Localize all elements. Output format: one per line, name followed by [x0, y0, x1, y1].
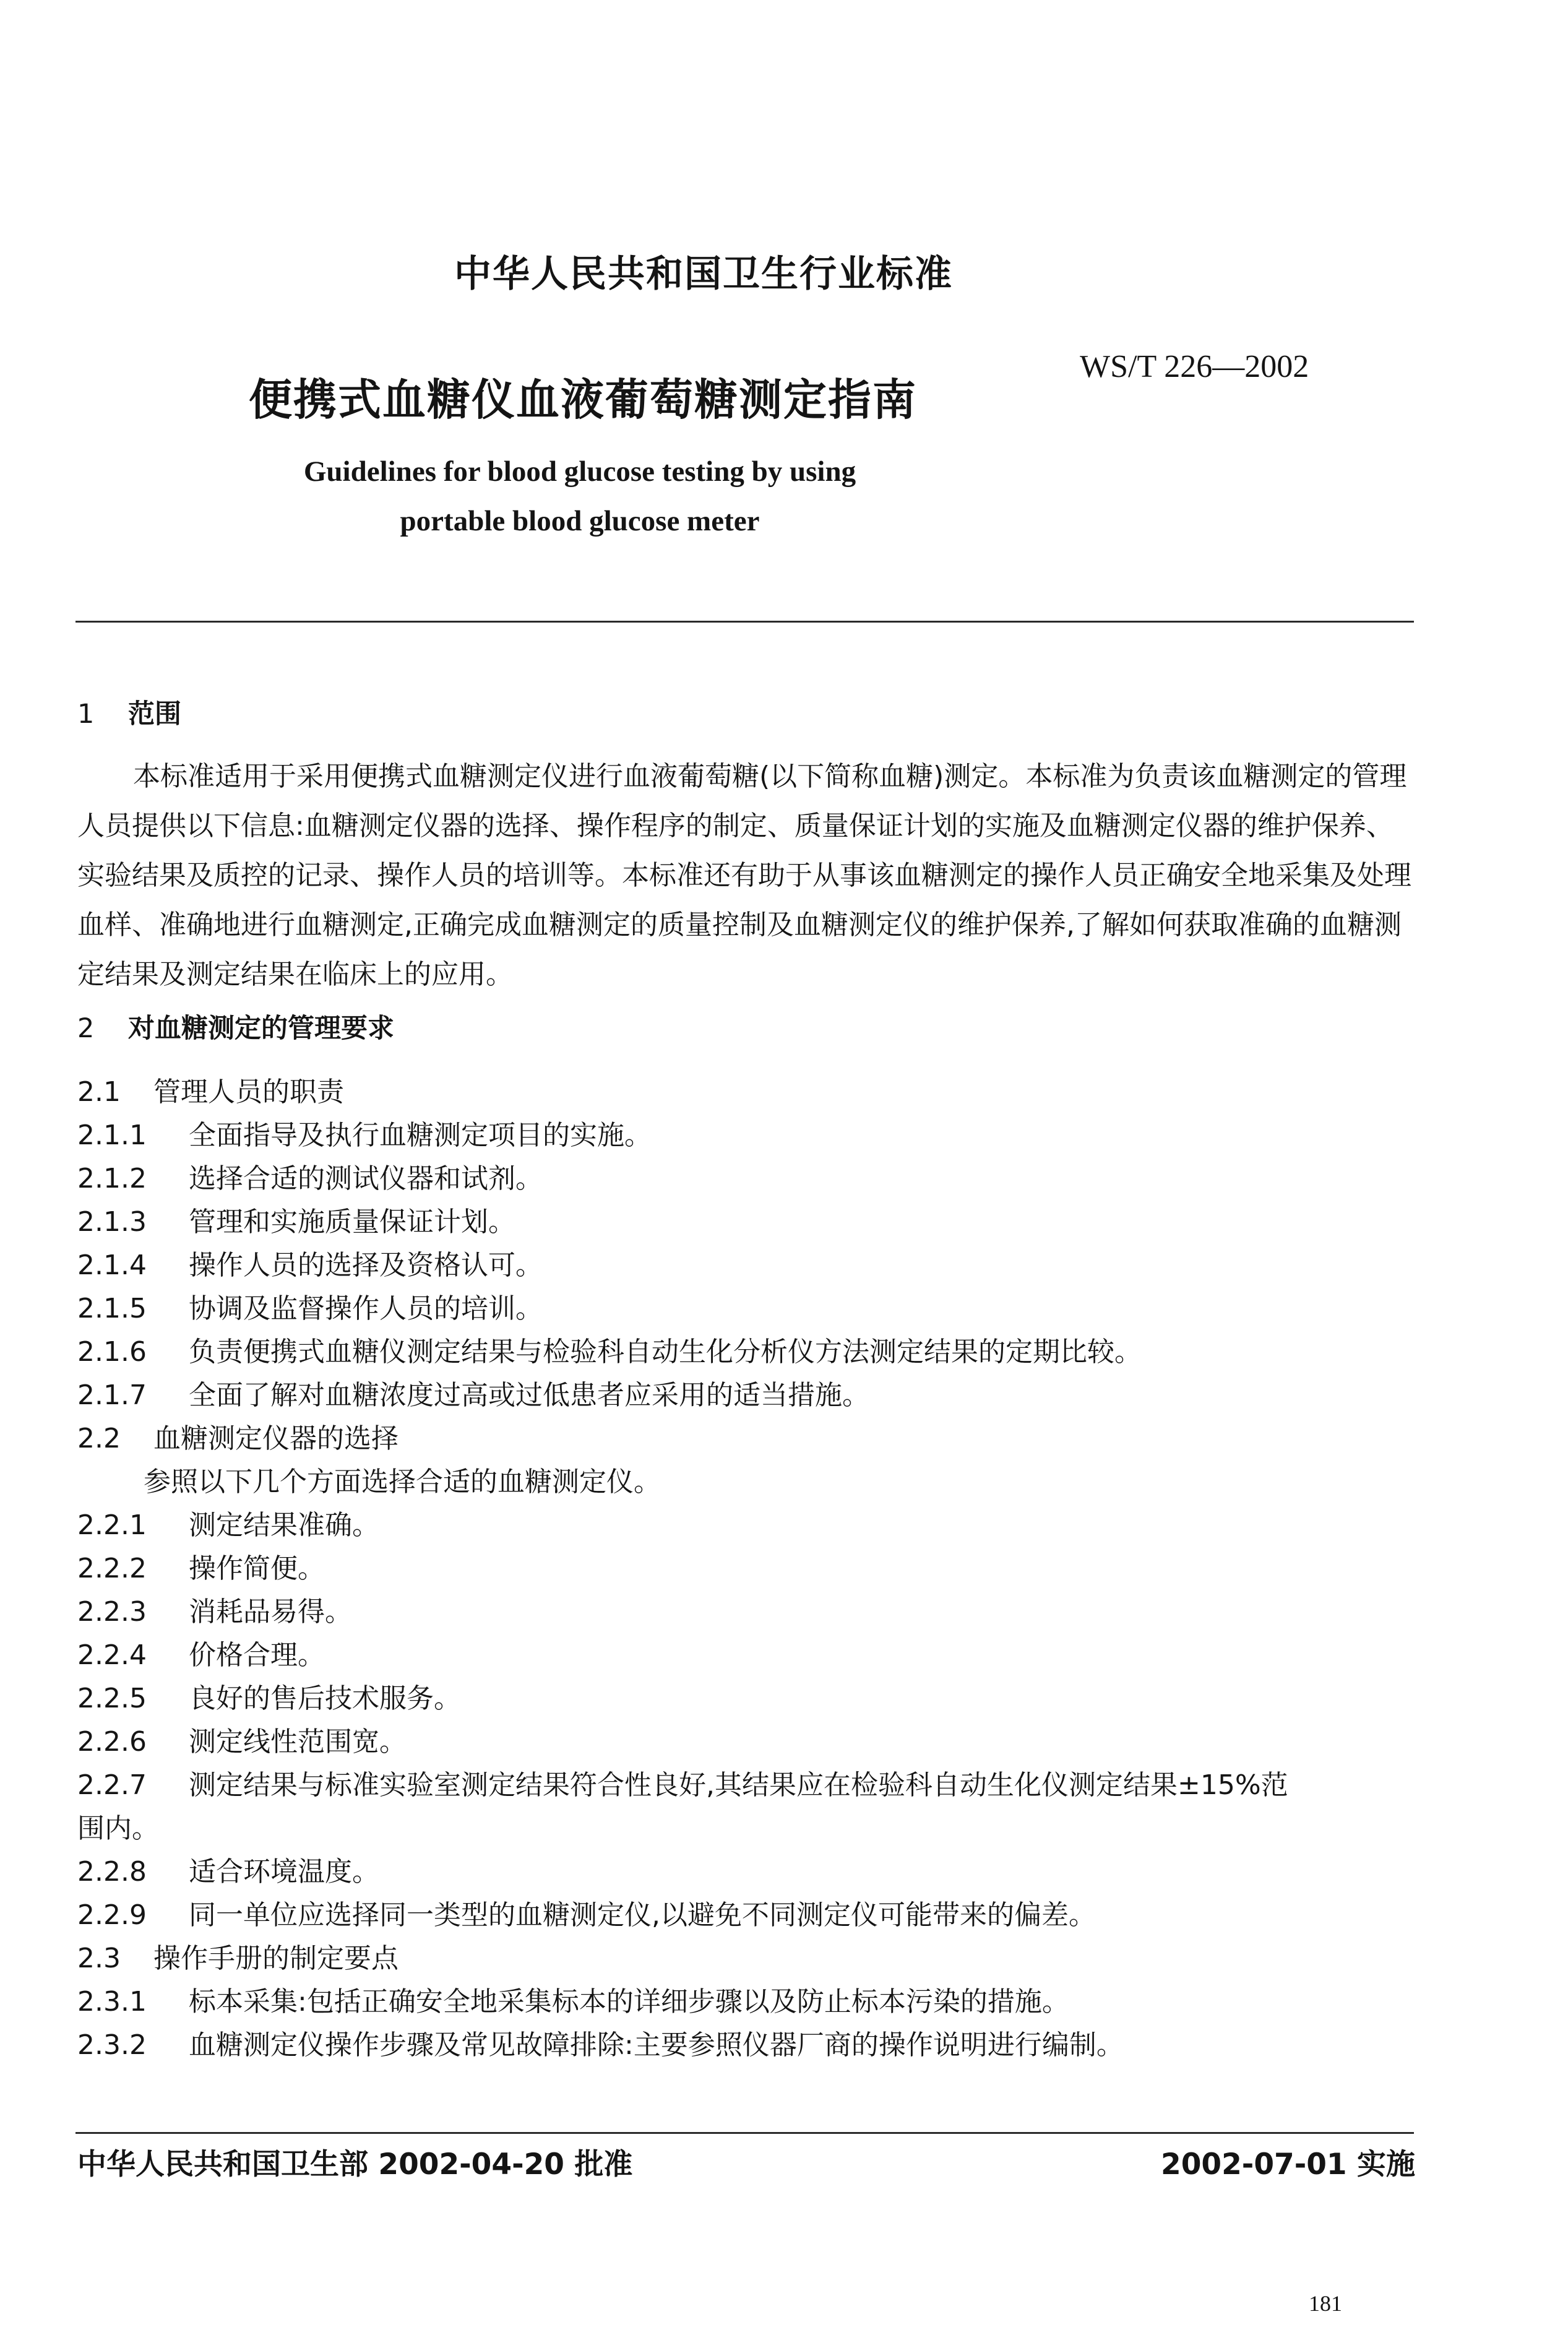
clause-number: 2.2.2 [77, 1553, 147, 1584]
clause-number: 2.1.7 [77, 1379, 147, 1411]
clause-text: 管理人员的职责 [153, 1076, 344, 1108]
clause-text: 选择合适的测试仪器和试剂。 [189, 1163, 543, 1194]
clause-item [77, 1594, 352, 1631]
section-1-heading [77, 693, 181, 731]
clause-number: 2.2.8 [77, 1856, 147, 1888]
clause-text: 适合环境温度。 [189, 1856, 379, 1888]
clause-item [77, 1767, 1288, 1804]
section-1-number: 1 [77, 699, 95, 730]
clause-item [77, 1637, 325, 1674]
section-1-title: 范围 [128, 699, 181, 730]
clause-number: 2.1.6 [77, 1336, 147, 1368]
clause-text: 全面了解对血糖浓度过高或过低患者应采用的适当措施。 [189, 1379, 869, 1411]
clause-text: 消耗品易得。 [189, 1596, 352, 1628]
clause-number: 2.1 [77, 1076, 121, 1108]
clause-number: 2.2.3 [77, 1596, 147, 1628]
clause-item [77, 1897, 1096, 1934]
clause-number: 2.1.4 [77, 1250, 147, 1281]
clause-text: 操作手册的制定要点 [153, 1943, 398, 1974]
clause-item [77, 1724, 407, 1761]
clause-number: 2.2.6 [77, 1726, 147, 1758]
clause-text: 操作简便。 [189, 1553, 325, 1584]
clause-item [77, 1940, 398, 1977]
clause-number: 2.1.2 [77, 1163, 147, 1194]
clause-number: 2.2.1 [77, 1509, 147, 1541]
clause-text: 操作人员的选择及资格认可。 [189, 1250, 543, 1281]
clause-number: 2.1.1 [77, 1120, 147, 1151]
clause-item [77, 1074, 344, 1111]
clause-item [77, 1550, 325, 1587]
clause-number: 2.3.1 [77, 1986, 147, 2018]
clause-item [77, 1680, 461, 1717]
approval-info: 中华人民共和国卫生部 2002-04-20 批准 [77, 2147, 633, 2182]
section-2-heading [77, 1008, 394, 1045]
document-title-en-line1: Guidelines for blood glucose testing by using [303, 455, 856, 488]
document-title-cn: 便携式血糖仪血液葡萄糖测定指南 [249, 374, 917, 425]
clause-item [77, 1420, 398, 1457]
footer-divider [75, 2132, 1414, 2134]
page-number: 181 [1309, 2291, 1342, 2316]
clause-text: 协调及监督操作人员的培训。 [189, 1293, 543, 1324]
clause-number: 2.3 [77, 1943, 121, 1974]
clause-text: 负责便携式血糖仪测定结果与检验科自动生化分析仪方法测定结果的定期比较。 [189, 1336, 1142, 1368]
clause-text: 测定结果准确。 [189, 1509, 379, 1541]
standard-organization: 中华人民共和国卫生行业标准 [454, 252, 953, 296]
section-2-number: 2 [77, 1013, 95, 1044]
section-1-paragraph-text: 本标准适用于采用便携式血糖测定仪进行血液葡萄糖(以下简称血糖)测定。本标准为负责该血糖测定的管理人员提供以下信息:血糖测定仪器的选择、操作程序的制定、质量保证计划的实施及血糖测定仪器的维护保养、实验结果及质控的记录、操作人员的培训等。本标准还有助于从事该血糖测定的操作人员正确安全地采集及处理血样、准确地进行血糖测定,正确完成血糖测定的质量控制及血糖测定仪的维护保养,了解如何获取准确的血糖测定结果及测定结果在临床上的应用。 [77, 761, 1411, 990]
clause-text: 管理和实施质量保证计划。 [189, 1206, 515, 1238]
clause-text: 同一单位应选择同一类型的血糖测定仪,以避免不同测定仪可能带来的偏差。 [189, 1899, 1096, 1931]
standard-code: WS/T 226—2002 [1080, 349, 1309, 384]
clause-number: 2.1.3 [77, 1206, 147, 1238]
clause-text: 参照以下几个方面选择合适的血糖测定仪。 [144, 1466, 661, 1498]
clause-item [77, 1160, 543, 1198]
clause-text: 良好的售后技术服务。 [189, 1683, 461, 1714]
clause-item [77, 2027, 1124, 2064]
clause-text: 测定结果与标准实验室测定结果符合性良好,其结果应在检验科自动生化仪测定结果±15%范 [189, 1769, 1288, 1801]
clause-text: 围内。 [77, 1813, 159, 1844]
clause-item [77, 1854, 379, 1891]
clause-number: 2.2.4 [77, 1639, 147, 1671]
clause-number: 2.2.9 [77, 1899, 147, 1931]
clause-number: 2.1.5 [77, 1293, 147, 1324]
clause-item [77, 1334, 1142, 1371]
section-2-title: 对血糖测定的管理要求 [128, 1013, 394, 1044]
clause-item [77, 1247, 543, 1284]
clause-number: 2.2.7 [77, 1769, 147, 1801]
clause-item [77, 1377, 869, 1414]
clause-item [77, 1507, 379, 1544]
clause-text: 血糖测定仪器的选择 [153, 1423, 398, 1454]
clause-text: 标本采集:包括正确安全地采集标本的详细步骤以及防止标本污染的措施。 [189, 1986, 1069, 2018]
section-1-paragraph [77, 752, 1414, 999]
clause-text: 价格合理。 [189, 1639, 325, 1671]
clause-item [77, 1204, 515, 1241]
effective-date: 2002-07-01 实施 [1161, 2147, 1415, 2182]
clause-item [77, 1290, 543, 1327]
clause-number: 2.3.2 [77, 2029, 147, 2061]
clause-number: 2.2.5 [77, 1683, 147, 1714]
header-divider [75, 621, 1414, 623]
clause-text: 测定线性范围宽。 [189, 1726, 407, 1758]
clause-item [77, 1810, 159, 1847]
clause-text: 血糖测定仪操作步骤及常见故障排除:主要参照仪器厂商的操作说明进行编制。 [189, 2029, 1124, 2061]
clause-item [77, 1983, 1069, 2021]
document-title-en-line2: portable blood glucose meter [400, 505, 760, 537]
clause-text: 全面指导及执行血糖测定项目的实施。 [189, 1120, 652, 1151]
clause-item [77, 1464, 661, 1501]
clause-item [77, 1117, 652, 1154]
clause-number: 2.2 [77, 1423, 121, 1454]
